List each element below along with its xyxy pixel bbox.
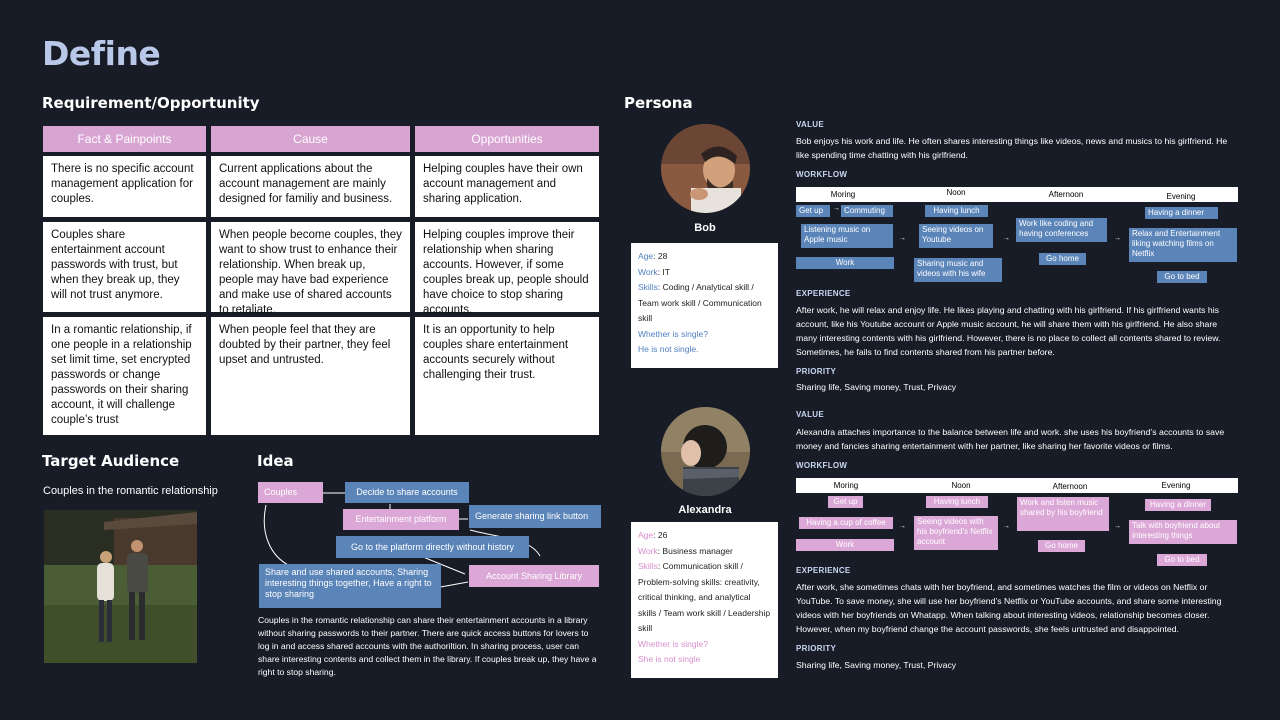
idea-node-library: Account Sharing Library — [469, 565, 599, 587]
wf-step: Talk with boyfriend about interesting things — [1129, 520, 1237, 544]
alex-single-answer: She is not single — [638, 654, 701, 664]
table-cell: Helping couples have their own account management and sharing application. — [415, 156, 599, 217]
alex-work-value: Business manager — [662, 545, 733, 556]
wf-step: Go to bed — [1157, 554, 1207, 566]
wf-step: Having lunch — [925, 205, 988, 217]
wf-step: Go home — [1038, 540, 1085, 552]
idea-node-generate: Generate sharing link button — [469, 505, 601, 528]
table-cell: There is no specific account management application for couples. — [43, 156, 206, 217]
bob-age-value: 28 — [657, 251, 668, 261]
alex-skills-key: Skills — [638, 561, 658, 571]
bob-age-key: Age — [638, 251, 654, 261]
wf-header: Moring — [830, 190, 856, 199]
wf-step: Go to bed — [1157, 271, 1207, 283]
bob-experience-text: After work, he will relax and enjoy life. He likes playing and chatting with his girlfriend. If his girlfriend wants his account, like his Youtube account or Apple music account, he will share them with his girlfriend. He also share many interesting contents with his girlfriend. However, there is no place to collect all contents shared to review. Sometimes, he fails to find contents shared from his partner before. — [796, 305, 1221, 357]
wf-step: Having a dinner — [1145, 499, 1211, 511]
wf-step: Sharing music and videos with his wife — [914, 258, 1002, 282]
wf-header: Afternoon — [1052, 482, 1088, 491]
requirement-heading: Requirement/Opportunity — [42, 94, 260, 112]
alex-priority-label: PRIORITY — [796, 644, 837, 653]
idea-heading: Idea — [257, 452, 294, 470]
alexandra-info-card: Age: 26 Work: Business manager Skills: Communication skill / Problem-solving skills: creativity, critical thinking, and analytical skills / Team work skill / Leadership skill Whether is single? She is not single — [631, 522, 778, 678]
alex-experience-label: EXPERIENCE — [796, 566, 851, 575]
wf-step: Go home — [1039, 253, 1086, 265]
wf-header: Noon — [946, 188, 966, 197]
bob-info-card: Age: 28 Work: IT Skills: Coding / Analytical skill / Team work skill / Communication skill Whether is single? He is not single. — [631, 243, 778, 368]
target-audience-text: Couples in the romantic relationship — [43, 485, 218, 497]
table-cell: When people feel that they are doubted by their partner, they feel upset and untrusted. — [211, 317, 410, 435]
wf-header: Afternoon — [1048, 190, 1084, 199]
bob-value-text: Bob enjoys his work and life. He often shares interesting things like videos, news and musics to his girlfriend. He like spending time chatting with his girlfriend. — [796, 136, 1228, 160]
col-opportunity-header: Opportunities — [415, 126, 599, 152]
alex-priority-text: Sharing life, Saving money, Trust, Privacy — [796, 660, 957, 670]
table-cell: When people become couples, they want to show trust to enhance their relationship. When break up, people may have bad experience and make use of shared accounts to retaliate. — [211, 222, 410, 312]
bob-priority-text: Sharing life, Saving money, Trust, Privacy — [796, 382, 957, 392]
bob-experience-label: EXPERIENCE — [796, 289, 851, 298]
table-cell: Couples share entertainment account passwords with trust, but when they break up, they will not trust anymore. — [43, 222, 206, 312]
bob-priority-label: PRIORITY — [796, 367, 837, 376]
bob-single-answer: He is not single. — [638, 344, 699, 354]
wf-step: Seeing videos with his boyfriend’s Netflix account — [914, 516, 998, 550]
wf-step: Commuting — [841, 205, 893, 217]
bob-skills-key: Skills — [638, 282, 658, 292]
alex-work-key: Work — [638, 545, 658, 556]
idea-node-decide: Decide to share accounts — [345, 482, 469, 503]
wf-step: Work — [796, 539, 894, 551]
alexandra-avatar — [661, 407, 750, 496]
bob-skills-value: Coding / Analytical skill / Team work skill / Communication skill — [638, 282, 762, 323]
alex-value-text: Alexandra attaches importance to the balance between life and work. she uses his boyfriend’s accounts to save money and fancies sharing entertainment with her partner, like sharing her favorite videos or films. — [796, 427, 1225, 451]
bob-avatar — [661, 124, 750, 213]
wf-step: Seeing videos on Youtube — [919, 224, 993, 248]
target-audience-heading: Target Audience — [42, 452, 180, 470]
wf-step: Having a cup of coffee — [799, 517, 893, 529]
alex-workflow: Moring Noon Afternoon Evening Get up Having a cup of coffee Work → Having lunch Seeing videos with his boyfriend’s Netflix account → Work and listen music shared by his boyfriend Go home → Having a dinner Talk with boyfriend about interesting things Go to bed — [796, 478, 1238, 568]
idea-node-goto: Go to the platform directly without history — [336, 536, 529, 558]
wf-header: Evening — [1166, 192, 1196, 201]
wf-step: Having a dinner — [1145, 207, 1218, 219]
persona-heading: Persona — [624, 94, 693, 112]
table-cell: It is an opportunity to help couples share entertainment accounts securely without challenging their trust. — [415, 317, 599, 435]
page-title: Define — [42, 34, 161, 73]
bob-workflow: Moring Noon Afternoon Evening Get up → Commuting Listening music on Apple music Work → Having lunch Seeing videos on Youtube Sharing music and videos with his wife → Work like coding and having conferences Go home → Having a dinner Relax and Entertainment liking watching films on Netflix Go to bed — [796, 187, 1238, 277]
wf-header: Noon — [951, 481, 971, 490]
wf-step: Having lunch — [926, 496, 988, 508]
wf-step: Listening music on Apple music — [801, 224, 893, 248]
bob-name: Bob — [694, 222, 716, 234]
alexandra-name: Alexandra — [678, 504, 732, 516]
alex-skills-value: Communication skill / Problem-solving skills: creativity, critical thinking, and analytical skills / Team work skill / Leadership skill — [638, 561, 771, 633]
alex-age-key: Age — [638, 530, 654, 540]
wf-step: Work — [796, 257, 894, 269]
idea-description: Couples in the romantic relationship can share their entertainment accounts in a library without sharing passwords to their partner. There are quick access buttons for lovers to log in and access shared accounts with the authoriltion. In sharing process, user can share interesting contents and collect them in the library. If couples break up, they have a right to stop sharing. — [258, 615, 597, 677]
bob-work-value: IT — [662, 266, 670, 277]
wf-header: Evening — [1161, 481, 1191, 490]
alex-value-label: VALUE — [796, 410, 825, 419]
wf-step: Work and listen music shared by his boyfriend — [1017, 497, 1109, 531]
idea-node-couples: Couples — [258, 482, 323, 503]
alex-workflow-label: WORKFLOW — [796, 461, 848, 470]
wf-step: Get up — [828, 496, 863, 508]
alex-single-question: Whether is single? — [638, 638, 708, 649]
table-cell: Current applications about the account management are mainly designed for familiy and business. — [211, 156, 410, 217]
table-cell: Helping couples improve their relationship when sharing accounts. However, if some couples break up, people should have choice to stop sharing accounts. — [415, 222, 599, 312]
couple-photo — [44, 510, 197, 663]
col-fact-header: Fact & Painpoints — [43, 126, 206, 152]
wf-step: Work like coding and having conferences — [1016, 218, 1107, 242]
bob-workflow-label: WORKFLOW — [796, 170, 848, 179]
alex-experience-text: After work, she sometimes chats with her boyfriend, and sometimes watches the film or videos on Netflix or YouTube. To save money, she will use her boyfriend’s Netflix or YouTube accounts, and share some interesting videos with her boyfriends on Whatapp. When talking about interesting videos, relationship becomes closer. However, when my boyfriend change the account passwords, she feels untrusted and disappointed. — [796, 582, 1222, 634]
bob-value-label: VALUE — [796, 120, 825, 129]
alex-age-value: 26 — [657, 530, 668, 540]
bob-work-key: Work — [638, 266, 658, 277]
wf-header: Moring — [833, 481, 859, 490]
wf-step: Relax and Entertainment liking watching films on Netflix — [1129, 228, 1237, 262]
idea-node-share: Share and use shared accounts, Sharing interesting things together, Have a right to stop sharing — [259, 564, 441, 608]
wf-step: Get up — [796, 205, 830, 217]
idea-node-platform: Entertainment platform — [343, 509, 459, 530]
table-cell: In a romantic relationship, if one people in a relationship set limit time, set encrypted passwords or change passwords on their sharing account, it will challenge couple’s trust — [43, 317, 206, 435]
bob-single-question: Whether is single? — [638, 328, 708, 339]
col-cause-header: Cause — [211, 126, 410, 152]
